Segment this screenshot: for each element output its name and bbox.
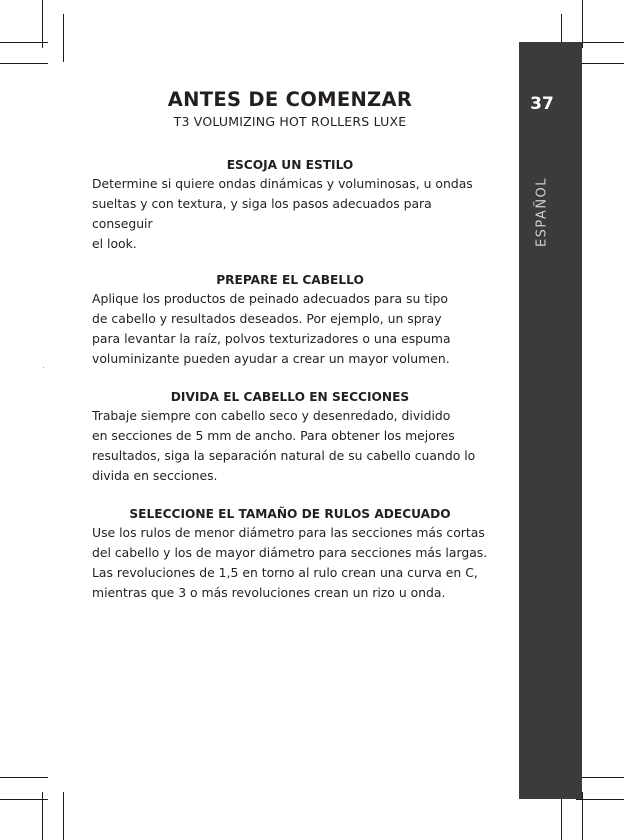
crop-mark	[42, 0, 43, 48]
section-title: PREPARE EL CABELLO	[216, 273, 364, 287]
section-title: SELECCIONE EL TAMAÑO DE RULOS ADECUADO	[129, 507, 451, 521]
section-prepare	[92, 271, 488, 369]
page-subtitle: T3 VOLUMIZING HOT ROLLERS LUXE	[173, 114, 407, 129]
paragraph-line: Las revoluciones de 1,5 en torno al rulo crean una curva en C,	[92, 565, 478, 580]
crop-mark	[0, 799, 48, 800]
crop-mark	[63, 792, 64, 840]
paragraph-line: resultados, siga la separación natural de su cabello cuando lo	[92, 448, 476, 463]
crop-mark	[0, 42, 48, 43]
crop-mark	[576, 42, 624, 43]
page-title: ANTES DE COMENZAR	[167, 88, 413, 111]
language-label: ESPAÑOL	[534, 176, 550, 248]
crop-mark	[0, 63, 48, 64]
paragraph-line: Determine si quiere ondas dinámicas y voluminosas, u ondas	[92, 176, 473, 191]
paragraph-line: sueltas y con textura, y siga los pasos adecuados para conseguir	[92, 196, 432, 231]
paragraph-line: divida en secciones.	[92, 468, 218, 483]
section-divide	[92, 388, 488, 486]
paragraph-line: Use los rulos de menor diámetro para las secciones más cortas	[92, 525, 485, 540]
section-title: DIVIDA EL CABELLO EN SECCIONES	[170, 390, 410, 404]
paragraph-line: voluminizante pueden ayudar a crear un mayor volumen.	[92, 351, 450, 366]
crop-mark	[576, 63, 624, 64]
crop-mark	[0, 777, 48, 778]
paragraph-line: el look.	[92, 236, 137, 251]
speck	[43, 367, 44, 368]
crop-mark	[582, 0, 583, 48]
paragraph-line: mientras que 3 o más revoluciones crean un rizo u onda.	[92, 585, 446, 600]
paragraph-line: en secciones de 5 mm de ancho. Para obtener los mejores	[92, 428, 455, 443]
paragraph-line: del cabello y los de mayor diámetro para secciones más largas.	[92, 545, 488, 560]
crop-mark	[576, 777, 624, 778]
paragraph-line: Trabaje siempre con cabello seco y desenredado, dividido	[92, 408, 451, 423]
paragraph-line: Aplique los productos de peinado adecuados para su tipo	[92, 291, 449, 306]
crop-mark	[576, 799, 624, 800]
section-roller-size	[92, 505, 488, 603]
crop-mark	[561, 792, 562, 840]
page-content	[92, 88, 488, 603]
section-title: ESCOJA UN ESTILO	[226, 158, 354, 172]
page-number: 37	[530, 94, 554, 114]
crop-mark	[63, 14, 64, 62]
paragraph-line: para levantar la raíz, polvos texturizadores o una espuma	[92, 331, 451, 346]
paragraph-line: de cabello y resultados deseados. Por ejemplo, un spray	[92, 311, 442, 326]
page-sidebar	[519, 42, 582, 799]
section-style	[92, 156, 488, 254]
